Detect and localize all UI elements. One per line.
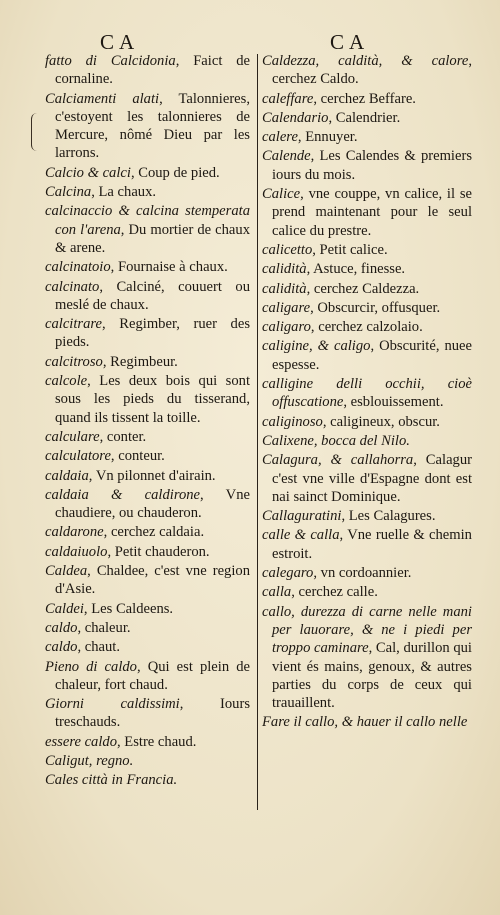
entry-headword: calcinatoio [45, 259, 111, 276]
dictionary-entry [45, 733, 250, 751]
running-head-left: CA [100, 30, 140, 54]
entry-headword: Pieno di caldo [45, 658, 137, 675]
entry-headword: caldo [45, 639, 78, 656]
entry-translation: , cerchez Caldezza. [306, 280, 420, 297]
entry-headword: calculare [45, 428, 100, 445]
entry-headword: calcinato [45, 278, 100, 295]
dictionary-entry [45, 278, 250, 315]
entry-translation: , Petit chauderon. [107, 543, 210, 560]
entry-headword: Calice [262, 186, 301, 203]
dictionary-entry [45, 619, 250, 637]
entry-translation: , Qui est plein de chaleur, fort chaud. [55, 658, 250, 693]
column-rule [257, 54, 258, 810]
entry-translation: , caligineux, obscur. [322, 413, 440, 430]
entry-headword: Fare il callo, & hauer il callo nelle [262, 714, 468, 731]
entry-headword: calligine delli occhii, cioè offuscatione [262, 376, 472, 411]
entry-headword: caldaia & caldirone [45, 486, 201, 503]
dictionary-entry [45, 447, 250, 465]
entry-headword: calicetto [262, 241, 313, 258]
entry-translation: , Calagur c'est vne ville d'Espagne dont est nai sainct Dominique. [272, 452, 472, 505]
entry-headword: caligare [262, 299, 311, 316]
dictionary-entry [45, 258, 250, 276]
dictionary-entry [45, 695, 250, 732]
entry-translation: , esblouissement. [343, 394, 444, 411]
dictionary-entry [45, 543, 250, 561]
entry-headword: caligine, & caligo [262, 338, 371, 355]
dictionary-entry [45, 523, 250, 541]
dictionary-entry [45, 658, 250, 695]
entry-translation: , cerchez Caldo. [272, 53, 472, 88]
entry-translation: , chaleur. [77, 619, 131, 636]
entry-headword: caleffare [262, 90, 314, 107]
dictionary-entry [262, 185, 472, 240]
entry-headword: calcitrare [45, 316, 103, 333]
entry-headword: Calixene, bocca del Nilo. [262, 432, 410, 449]
entry-translation: , Du mortier de chaux & arene. [55, 221, 250, 256]
entry-headword: calere [262, 129, 298, 146]
left-column [45, 52, 250, 791]
entry-translation: , vn cordoannier. [313, 565, 412, 582]
dictionary-entry [45, 52, 250, 89]
entry-headword: caldaiuolo [45, 543, 108, 560]
dictionary-entry [262, 713, 472, 731]
entry-headword: Calendario [262, 109, 329, 126]
entry-headword: calcitroso [45, 353, 103, 370]
entry-headword: fatto di Calcidonia [45, 53, 176, 69]
entry-translation: , Estre chaud. [117, 733, 197, 750]
entry-translation: , Vne ruelle & chemin estroit. [272, 527, 472, 562]
dictionary-entry [262, 147, 472, 184]
entry-translation: , conter. [99, 428, 147, 445]
entry-headword: calcinaccio & calcina stemperata con l'arena [45, 203, 250, 238]
dictionary-entry [262, 241, 472, 259]
right-column [262, 52, 472, 733]
entry-translation: , Coup de pied. [130, 164, 220, 181]
entry-translation: , Astuce, finesse. [306, 261, 406, 278]
entry-headword: essere caldo [45, 733, 117, 750]
entry-headword: caldo [45, 619, 78, 636]
entry-headword: calidità [262, 280, 307, 297]
entry-translation: , Regimbeur. [102, 353, 178, 370]
dictionary-entry [262, 564, 472, 582]
entry-headword: calle & calla [262, 527, 340, 544]
entry-headword: Caldezza, caldità, & calore [262, 53, 469, 69]
dictionary-entry [262, 299, 472, 317]
entry-headword: Calcina [45, 184, 92, 201]
entry-headword: Cales città in Francia. [45, 772, 178, 789]
entry-translation: , Vne chaudiere, ou chauderon. [55, 486, 250, 522]
entry-headword: caligaro [262, 319, 311, 336]
dictionary-entry [262, 432, 472, 450]
dictionary-entry [45, 202, 250, 257]
entry-translation: , cerchez calle. [291, 584, 378, 601]
entry-headword: caldaia [45, 467, 89, 484]
entry-headword: calegaro [262, 565, 314, 582]
dictionary-entry [45, 562, 250, 599]
dictionary-entry [45, 353, 250, 371]
entry-translation: , cerchez Beffare. [313, 90, 416, 107]
dictionary-entry [262, 526, 472, 563]
dictionary-entry [262, 90, 472, 108]
dictionary-entry [262, 337, 472, 374]
entry-headword: calidità [262, 261, 307, 278]
dictionary-entry [45, 90, 250, 163]
dictionary-entry [262, 507, 472, 525]
dictionary-entry [45, 315, 250, 352]
dictionary-entry [262, 260, 472, 278]
entry-headword: calcole [45, 373, 88, 390]
entry-headword: calculatore [45, 448, 111, 465]
entry-translation: , cerchez calzolaio. [310, 319, 423, 336]
dictionary-entry [45, 428, 250, 446]
dictionary-entry [262, 109, 472, 127]
entry-translation: , Regimber, ruer des pieds. [55, 316, 250, 351]
entry-translation: , Les Calagures. [341, 508, 436, 525]
entry-headword: Calciamenti alati [45, 90, 160, 107]
dictionary-entry [262, 413, 472, 431]
dictionary-entry [45, 638, 250, 656]
entry-translation: , Les deux bois qui sont sous les pieds du tisserand, quand ils tissent la toille. [55, 373, 250, 426]
entry-translation: , Les Caldeens. [83, 600, 174, 617]
entry-translation: , Cal, durillon qui vient és mains, genoux, & autres parties du corps de ceux qui trauaillent. [272, 640, 472, 712]
running-head-right: CA [330, 30, 370, 54]
dictionary-entry [45, 467, 250, 485]
dictionary-entry [45, 486, 250, 523]
dictionary-entry [45, 183, 250, 201]
entry-translation: , Les Calendes & premiers iours du mois. [272, 148, 472, 183]
entry-translation: , vne couppe, vn calice, il se prend maintenant pour le seul calice du prestre. [272, 186, 472, 239]
entry-translation: , Chaldee, c'est vne region d'Asie. [55, 563, 250, 598]
entry-translation: , Vn pilonnet d'airain. [88, 467, 216, 484]
entry-headword: callo, durezza di carne nelle mani per lauorare, & ne i piedi per troppo caminare [262, 603, 472, 657]
entry-translation: , cerchez caldaia. [103, 524, 205, 541]
entry-headword: Calagura, & callahorra [262, 452, 414, 469]
entry-headword: Callaguratini [262, 508, 342, 525]
entry-headword: Giorni caldissimi [45, 696, 180, 713]
entry-headword: Calcio & calci [45, 164, 131, 181]
entry-translation: , Iours treschauds. [55, 696, 250, 731]
dictionary-entry [45, 752, 250, 770]
dictionary-entry [262, 583, 472, 601]
entry-translation: , Petit calice. [312, 241, 388, 258]
dictionary-entry [262, 318, 472, 336]
dictionary-entry [45, 600, 250, 618]
dictionary-entry [45, 771, 250, 789]
entry-translation: , Ennuyer. [297, 129, 358, 146]
entry-translation: , Fournaise à chaux. [110, 259, 228, 276]
entry-headword: Calende [262, 148, 311, 165]
entry-headword: caliginoso [262, 413, 323, 430]
entry-headword: calla [262, 584, 292, 601]
dictionary-entry [262, 52, 472, 89]
entry-translation: , La chaux. [91, 184, 157, 201]
entry-translation: , conteur. [110, 448, 165, 465]
margin-bracket-mark [31, 113, 40, 151]
dictionary-entry [45, 372, 250, 427]
entry-translation: , Calendrier. [328, 109, 401, 126]
entry-translation: , Calciné, couuert ou meslé de chaux. [55, 278, 250, 313]
entry-translation: , Obscurcir, offusquer. [310, 299, 441, 316]
entry-translation: , Obscurité, nuee espesse. [272, 338, 472, 373]
entry-translation: , chaut. [77, 639, 120, 656]
dictionary-entry [262, 603, 472, 713]
dictionary-entry [262, 128, 472, 146]
entry-headword: caldarone [45, 524, 104, 541]
dictionary-entry [262, 280, 472, 298]
dictionary-entry [262, 451, 472, 506]
entry-headword: Caldei [45, 600, 84, 617]
dictionary-entry [262, 375, 472, 412]
entry-translation: , Talonnieres, c'estoyent les talonnieres de Mercure, nômé Dieu par les larrons. [55, 90, 250, 162]
entry-headword: Caldea [45, 563, 88, 580]
entry-translation: , Faict de cornaline. [55, 53, 251, 88]
entry-headword: Caligut, regno. [45, 752, 134, 769]
dictionary-entry [45, 164, 250, 182]
